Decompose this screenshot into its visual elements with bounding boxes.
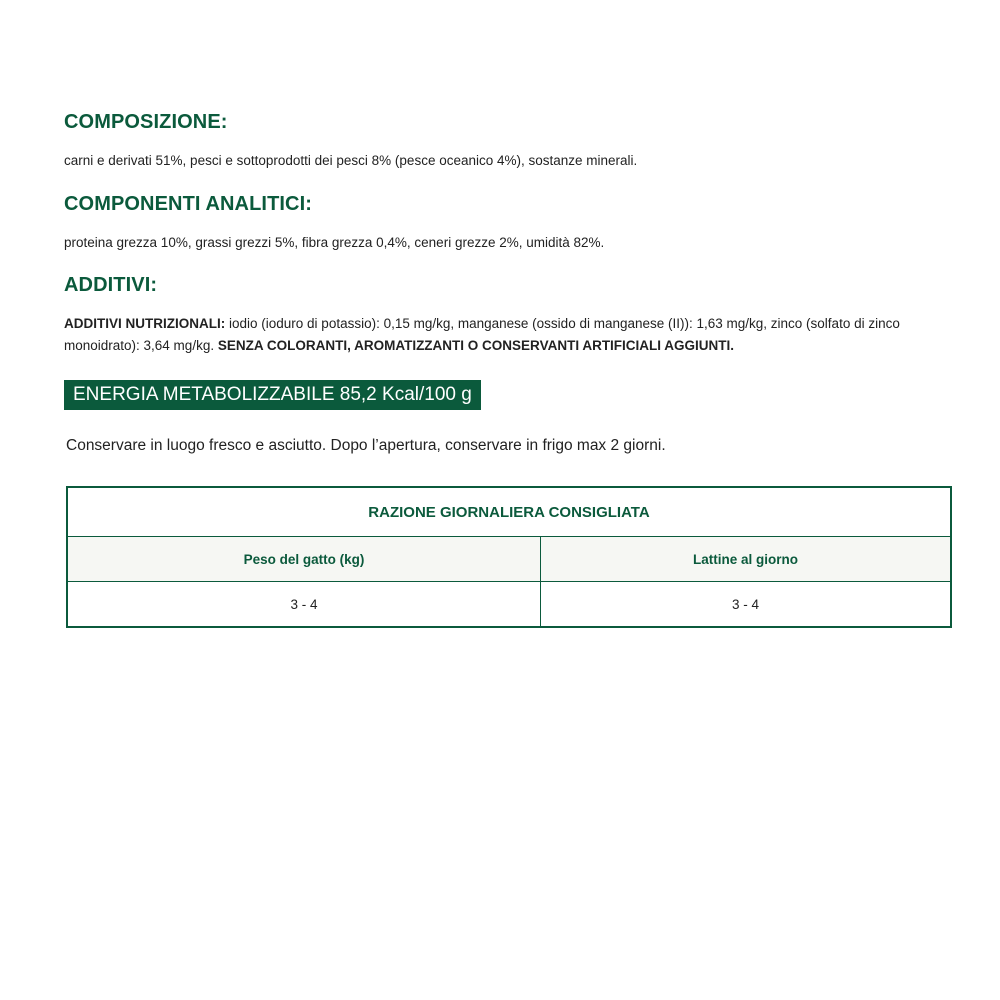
- nutritional-additives-label: ADDITIVI NUTRIZIONALI:: [64, 316, 226, 331]
- column-header-cans-per-day: Lattine al giorno: [541, 537, 952, 582]
- nutritional-additives-values: iodio (ioduro di potassio): 0,15 mg/kg, manganese (ossido di manganese (II)): 1,63 mg/kg, zinco (solfato di zinco monoidrato): 3,64 mg/kg.: [64, 316, 900, 353]
- no-artificial-additives-note: SENZA COLORANTI, AROMATIZZANTI O CONSERVANTI ARTIFICIALI AGGIUNTI.: [217, 338, 735, 353]
- cell-cat-weight: 3 - 4: [67, 582, 541, 628]
- analytical-components-text: proteina grezza 10%, grassi grezzi 5%, fibra grezza 0,4%, ceneri grezze 2%, umidità 82%.: [64, 235, 605, 250]
- product-info-sheet: [64, 108, 959, 457]
- table-title-row: [67, 487, 951, 537]
- additives-text: [64, 313, 959, 357]
- table-title: RAZIONE GIORNALIERA CONSIGLIATA: [67, 487, 951, 537]
- column-header-cat-weight: Peso del gatto (kg): [67, 537, 541, 582]
- storage-instructions: Conservare in luogo fresco e asciutto. Dopo l’apertura, conservare in frigo max 2 giorni.: [66, 437, 666, 454]
- table-row: [67, 582, 951, 628]
- energy-banner: ENERGIA METABOLIZZABILE 85,2 Kcal/100 g: [64, 380, 481, 410]
- analytical-components-heading: COMPONENTI ANALITICI:: [64, 193, 313, 215]
- table-header-row: [67, 537, 951, 582]
- daily-ration-table: [66, 486, 952, 628]
- composition-heading: COMPOSIZIONE:: [64, 111, 228, 133]
- composition-text: carni e derivati 51%, pesci e sottoprodotti dei pesci 8% (pesce oceanico 4%), sostanze minerali.: [64, 153, 638, 168]
- cell-cans-per-day: 3 - 4: [541, 582, 952, 628]
- additives-heading: ADDITIVI:: [64, 274, 158, 296]
